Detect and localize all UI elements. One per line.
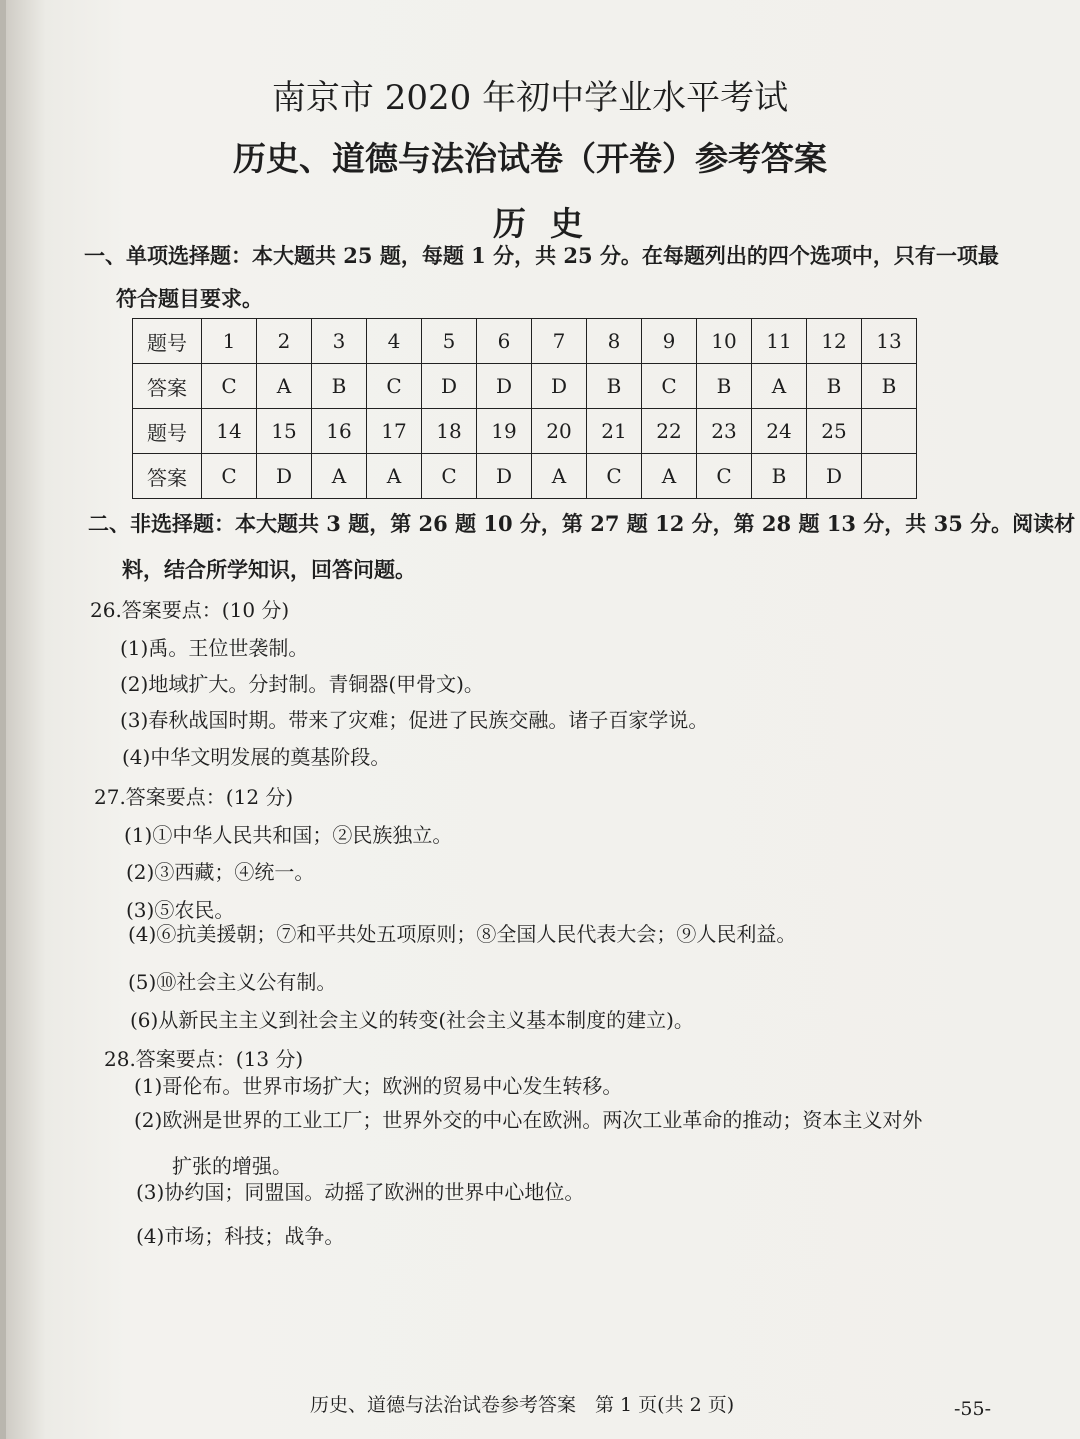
question-number: 23 (697, 409, 752, 454)
question-number: 20 (532, 409, 587, 454)
question-number: 11 (752, 319, 807, 364)
answer-cell: B (697, 364, 752, 409)
question-number: 6 (477, 319, 532, 364)
q27-item: (1)①中华人民共和国；②民族独立。 (124, 823, 453, 847)
answer-cell: B (587, 364, 642, 409)
row-label: 题号 (133, 319, 202, 364)
question-number: 13 (862, 319, 917, 364)
question-number: 17 (367, 409, 422, 454)
question-number: 3 (312, 319, 367, 364)
q27-item: (6)从新民主主义到社会主义的转变(社会主义基本制度的建立)。 (130, 1008, 694, 1032)
q27-item: (2)③西藏；④统一。 (126, 860, 315, 884)
page-number: -55- (954, 1398, 992, 1420)
q26-item: (4)中华文明发展的奠基阶段。 (122, 745, 391, 769)
answer-cell: D (477, 364, 532, 409)
row-label: 题号 (133, 409, 202, 454)
row-label: 答案 (133, 454, 202, 499)
table-row-answers-1 (133, 364, 917, 409)
q27-title: 27.答案要点：(12 分) (94, 785, 294, 809)
q27-item: (4)⑥抗美援朝；⑦和平共处五项原则；⑧全国人民代表大会；⑨人民利益。 (128, 922, 797, 946)
answer-cell: B (312, 364, 367, 409)
q26-item: (3)春秋战国时期。带来了灾难；促进了民族交融。诸子百家学说。 (120, 708, 709, 732)
table-row-numbers-2 (133, 409, 917, 454)
page-footer: 历史、道德与法治试卷参考答案 第 1 页(共 2 页) (310, 1394, 735, 1416)
answer-cell: B (807, 364, 862, 409)
q28-item: (4)市场；科技；战争。 (136, 1224, 345, 1248)
answer-cell: C (587, 454, 642, 499)
q26-item: (2)地域扩大。分封制。青铜器(甲骨文)。 (120, 672, 484, 696)
question-number: 7 (532, 319, 587, 364)
answer-cell: C (642, 364, 697, 409)
question-number: 4 (367, 319, 422, 364)
question-number: 10 (697, 319, 752, 364)
answer-cell: B (752, 454, 807, 499)
table-row-numbers-1 (133, 319, 917, 364)
section2-heading-cont: 料，结合所学知识，回答问题。 (122, 557, 416, 582)
answer-cell: B (862, 364, 917, 409)
question-number (862, 409, 917, 454)
q28-item-cont: 扩张的增强。 (172, 1154, 292, 1178)
q28-item: (3)协约国；同盟国。动摇了欧洲的世界中心地位。 (136, 1180, 585, 1204)
q28-title: 28.答案要点：(13 分) (104, 1047, 304, 1071)
question-number: 16 (312, 409, 367, 454)
question-number: 12 (807, 319, 862, 364)
question-number: 14 (202, 409, 257, 454)
answer-cell: A (752, 364, 807, 409)
answer-table (132, 318, 917, 499)
answer-cell: C (422, 454, 477, 499)
answer-cell: D (477, 454, 532, 499)
row-label: 答案 (133, 364, 202, 409)
answer-cell: A (532, 454, 587, 499)
answer-cell: D (257, 454, 312, 499)
q27-item: (5)⑩社会主义公有制。 (128, 970, 337, 994)
question-number: 9 (642, 319, 697, 364)
section1-heading-cont: 符合题目要求。 (116, 286, 263, 311)
question-number: 22 (642, 409, 697, 454)
answer-cell: A (257, 364, 312, 409)
question-number: 18 (422, 409, 477, 454)
answer-cell: A (312, 454, 367, 499)
answer-cell: A (367, 454, 422, 499)
question-number: 1 (202, 319, 257, 364)
question-number: 21 (587, 409, 642, 454)
question-number: 19 (477, 409, 532, 454)
table-row-answers-2 (133, 454, 917, 499)
section2-heading: 二、非选择题：本大题共 3 题，第 26 题 10 分，第 27 题 12 分，第 28 题 13 分，共 35 分。阅读材 (88, 511, 1076, 536)
question-number: 2 (257, 319, 312, 364)
answer-cell: C (202, 454, 257, 499)
question-number: 15 (257, 409, 312, 454)
answer-cell: D (532, 364, 587, 409)
question-number: 25 (807, 409, 862, 454)
answer-cell: C (202, 364, 257, 409)
subject-title: 历史 (493, 204, 607, 243)
answer-cell: A (642, 454, 697, 499)
question-number: 24 (752, 409, 807, 454)
answer-cell: C (367, 364, 422, 409)
q26-title: 26.答案要点：(10 分) (90, 598, 290, 622)
q28-item: (2)欧洲是世界的工业工厂；世界外交的中心在欧洲。两次工业革命的推动；资本主义对外 (134, 1108, 923, 1132)
question-number: 5 (422, 319, 477, 364)
q26-item: (1)禹。王位世袭制。 (120, 636, 309, 660)
paper-title: 历史、道德与法治试卷（开卷）参考答案 (233, 139, 827, 178)
answer-cell: C (697, 454, 752, 499)
answer-cell: D (807, 454, 862, 499)
section1-heading: 一、单项选择题：本大题共 25 题，每题 1 分，共 25 分。在每题列出的四个选项中，只有一项最 (84, 243, 999, 268)
exam-title: 南京市 2020 年初中学业水平考试 (271, 78, 789, 118)
q27-item: (3)⑤农民。 (126, 898, 235, 922)
q28-item: (1)哥伦布。世界市场扩大；欧洲的贸易中心发生转移。 (134, 1074, 623, 1098)
answer-cell (862, 454, 917, 499)
question-number: 8 (587, 319, 642, 364)
answer-cell: D (422, 364, 477, 409)
